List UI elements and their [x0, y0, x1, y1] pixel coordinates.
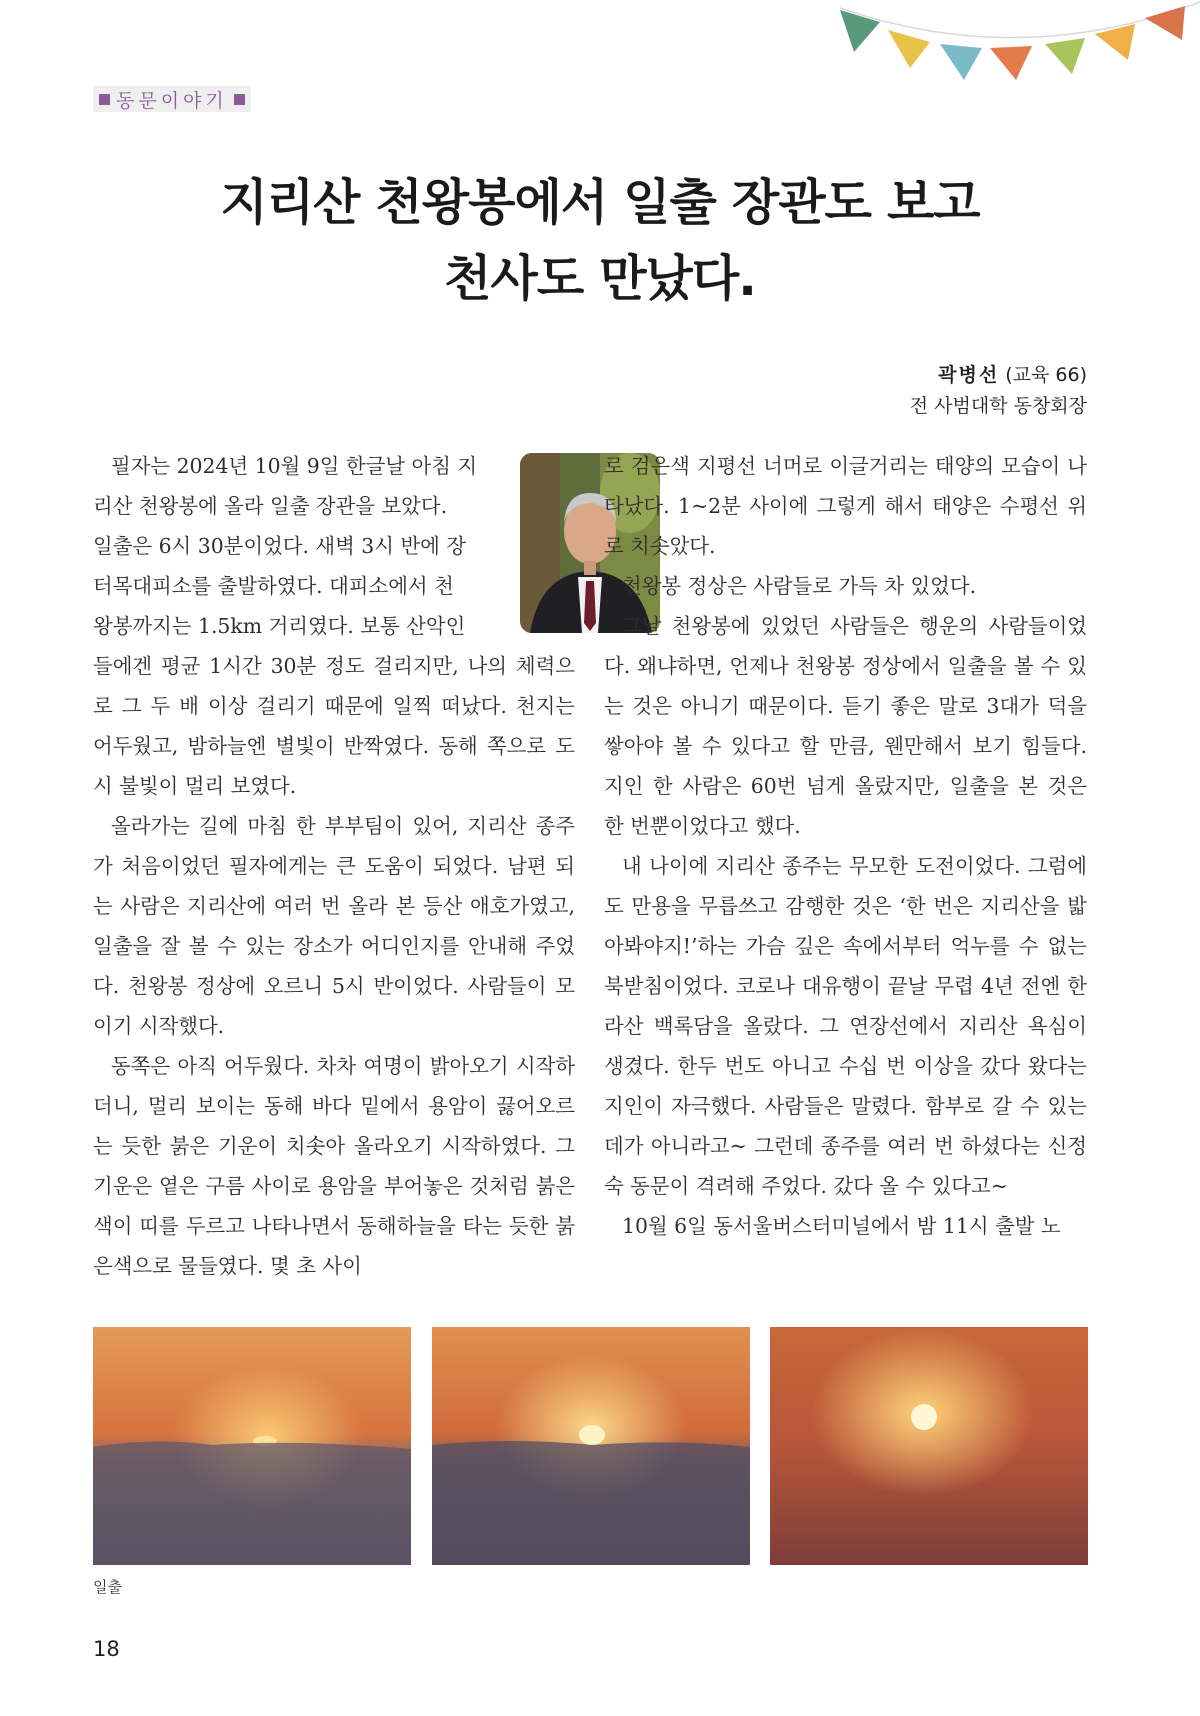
right-column — [604, 446, 1087, 1246]
left-column — [93, 446, 575, 1286]
text-line: 리산 천왕봉에 올라 일출 장관을 보았다. — [93, 494, 448, 518]
wrapped-lines — [93, 446, 493, 646]
photo-caption: 일출 — [93, 1578, 122, 1596]
section-tag-label: 동문이야기 — [116, 89, 228, 112]
paragraph: 천왕봉 정상은 사람들로 가득 차 있었다. — [622, 574, 977, 598]
bunting-flag — [1145, 6, 1185, 40]
paragraph: 올라가는 길에 마침 한 부부팀이 있어, 지리산 종주가 처음이었던 필자에게는 큰 도움이 되었다. 남편 되는 사람은 지리산에 여러 번 올라 본 등산 애호가였고, 일출을 잘 볼 수 있는 장소가 어디인지를 안내해 주었다. 천왕봉 정상에 오르니 5시 반이었다. 사람들이 모이기 시작했다. — [93, 814, 575, 1038]
text-line: 일출은 6시 30분이었다. 새벽 3시 반에 장 — [93, 534, 467, 558]
article-title — [0, 165, 1200, 317]
paragraph: 10월 6일 동서울버스터미널에서 밤 11시 출발 노 — [622, 1214, 1061, 1238]
bunting-flag — [840, 10, 880, 52]
square-bullet-icon — [234, 94, 245, 105]
text-line: 터목대피소를 출발하였다. 대피소에서 천 — [93, 574, 454, 598]
sunrise-photo — [770, 1327, 1088, 1565]
bunting-decoration — [840, 0, 1200, 100]
author-byline — [910, 360, 1087, 422]
sunrise-photo — [93, 1327, 411, 1565]
sunrise-photo — [432, 1327, 750, 1565]
author-position: 전 사범대학 동창회장 — [909, 395, 1087, 417]
square-bullet-icon — [99, 94, 110, 105]
paragraph: 들에겐 평균 1시간 30분 정도 걸리지만, 나의 체력으로 그 두 배 이상 걸리기 때문에 일찍 떠났다. 천지는 어두웠고, 밤하늘엔 별빛이 반짝였다. 동해 쪽으로 도시 불빛이 멀리 보였다. — [93, 654, 575, 798]
bunting-flag — [1045, 38, 1085, 74]
text-line: 필자는 2024년 10월 9일 한글날 아침 지 — [111, 454, 478, 478]
title-line-1: 지리산 천왕봉에서 일출 장관도 보고 — [220, 174, 980, 231]
section-tag — [93, 86, 251, 112]
page-number: 18 — [93, 1637, 120, 1661]
bunting-flag — [990, 46, 1032, 80]
paragraph: 동쪽은 아직 어두웠다. 차차 여명이 밝아오기 시작하더니, 멀리 보이는 동해 바다 밑에서 용암이 끓어오르는 듯한 붉은 기운이 치솟아 올라오기 시작하였다. 그 기운은 옅은 구름 사이로 용암을 부어놓은 것처럼 붉은색이 띠를 두르고 나타나면서 동해하늘을 타는 듯한 붉은색으로 물들였다. 몇 초 사이 — [93, 1054, 575, 1278]
paragraph: 그날 천왕봉에 있었던 사람들은 행운의 사람들이었다. 왜냐하면, 언제나 천왕봉 정상에서 일출을 볼 수 있는 것은 아니기 때문이다. 듣기 좋은 말로 3대가 덕을 쌓아야 볼 수 있다고 할 만큼, 웬만해서 보기 힘들다. 지인 한 사람은 60번 넘게 올랐지만, 일출을 본 것은 한 번뿐이었다고 했다. — [604, 614, 1087, 838]
author-affiliation: (교육 66) — [1005, 364, 1087, 386]
author-name: 곽병선 — [938, 364, 1000, 386]
bunting-flag — [940, 44, 982, 80]
bunting-flag — [888, 30, 930, 68]
title-line-2: 천사도 만났다. — [444, 250, 756, 307]
text-line: 왕봉까지는 1.5km 거리였다. 보통 산악인 — [93, 614, 466, 638]
paragraph: 내 나이에 지리산 종주는 무모한 도전이었다. 그럼에도 만용을 무릅쓰고 감행한 것은 ‘한 번은 지리산을 밟아봐야지!’하는 가슴 깊은 속에서부터 억누를 수 없는 북받침이었다. 코로나 대유행이 끝날 무렵 4년 전엔 한라산 백록담을 올랐다. 그 연장선에서 지리산 욕심이 생겼다. 한두 번도 아니고 수십 번 이상을 갔다 왔다는 지인이 자극했다. 사람들은 말렸다. 함부로 갈 수 있는 데가 아니라고~ 그런데 종주를 여러 번 하셨다는 신정숙 동문이 격려해 주었다. 갔다 올 수 있다고~ — [604, 854, 1087, 1198]
paragraph: 로 검은색 지평선 너머로 이글거리는 태양의 모습이 나타났다. 1~2분 사이에 그렇게 해서 태양은 수평선 위로 치솟았다. — [604, 454, 1087, 558]
